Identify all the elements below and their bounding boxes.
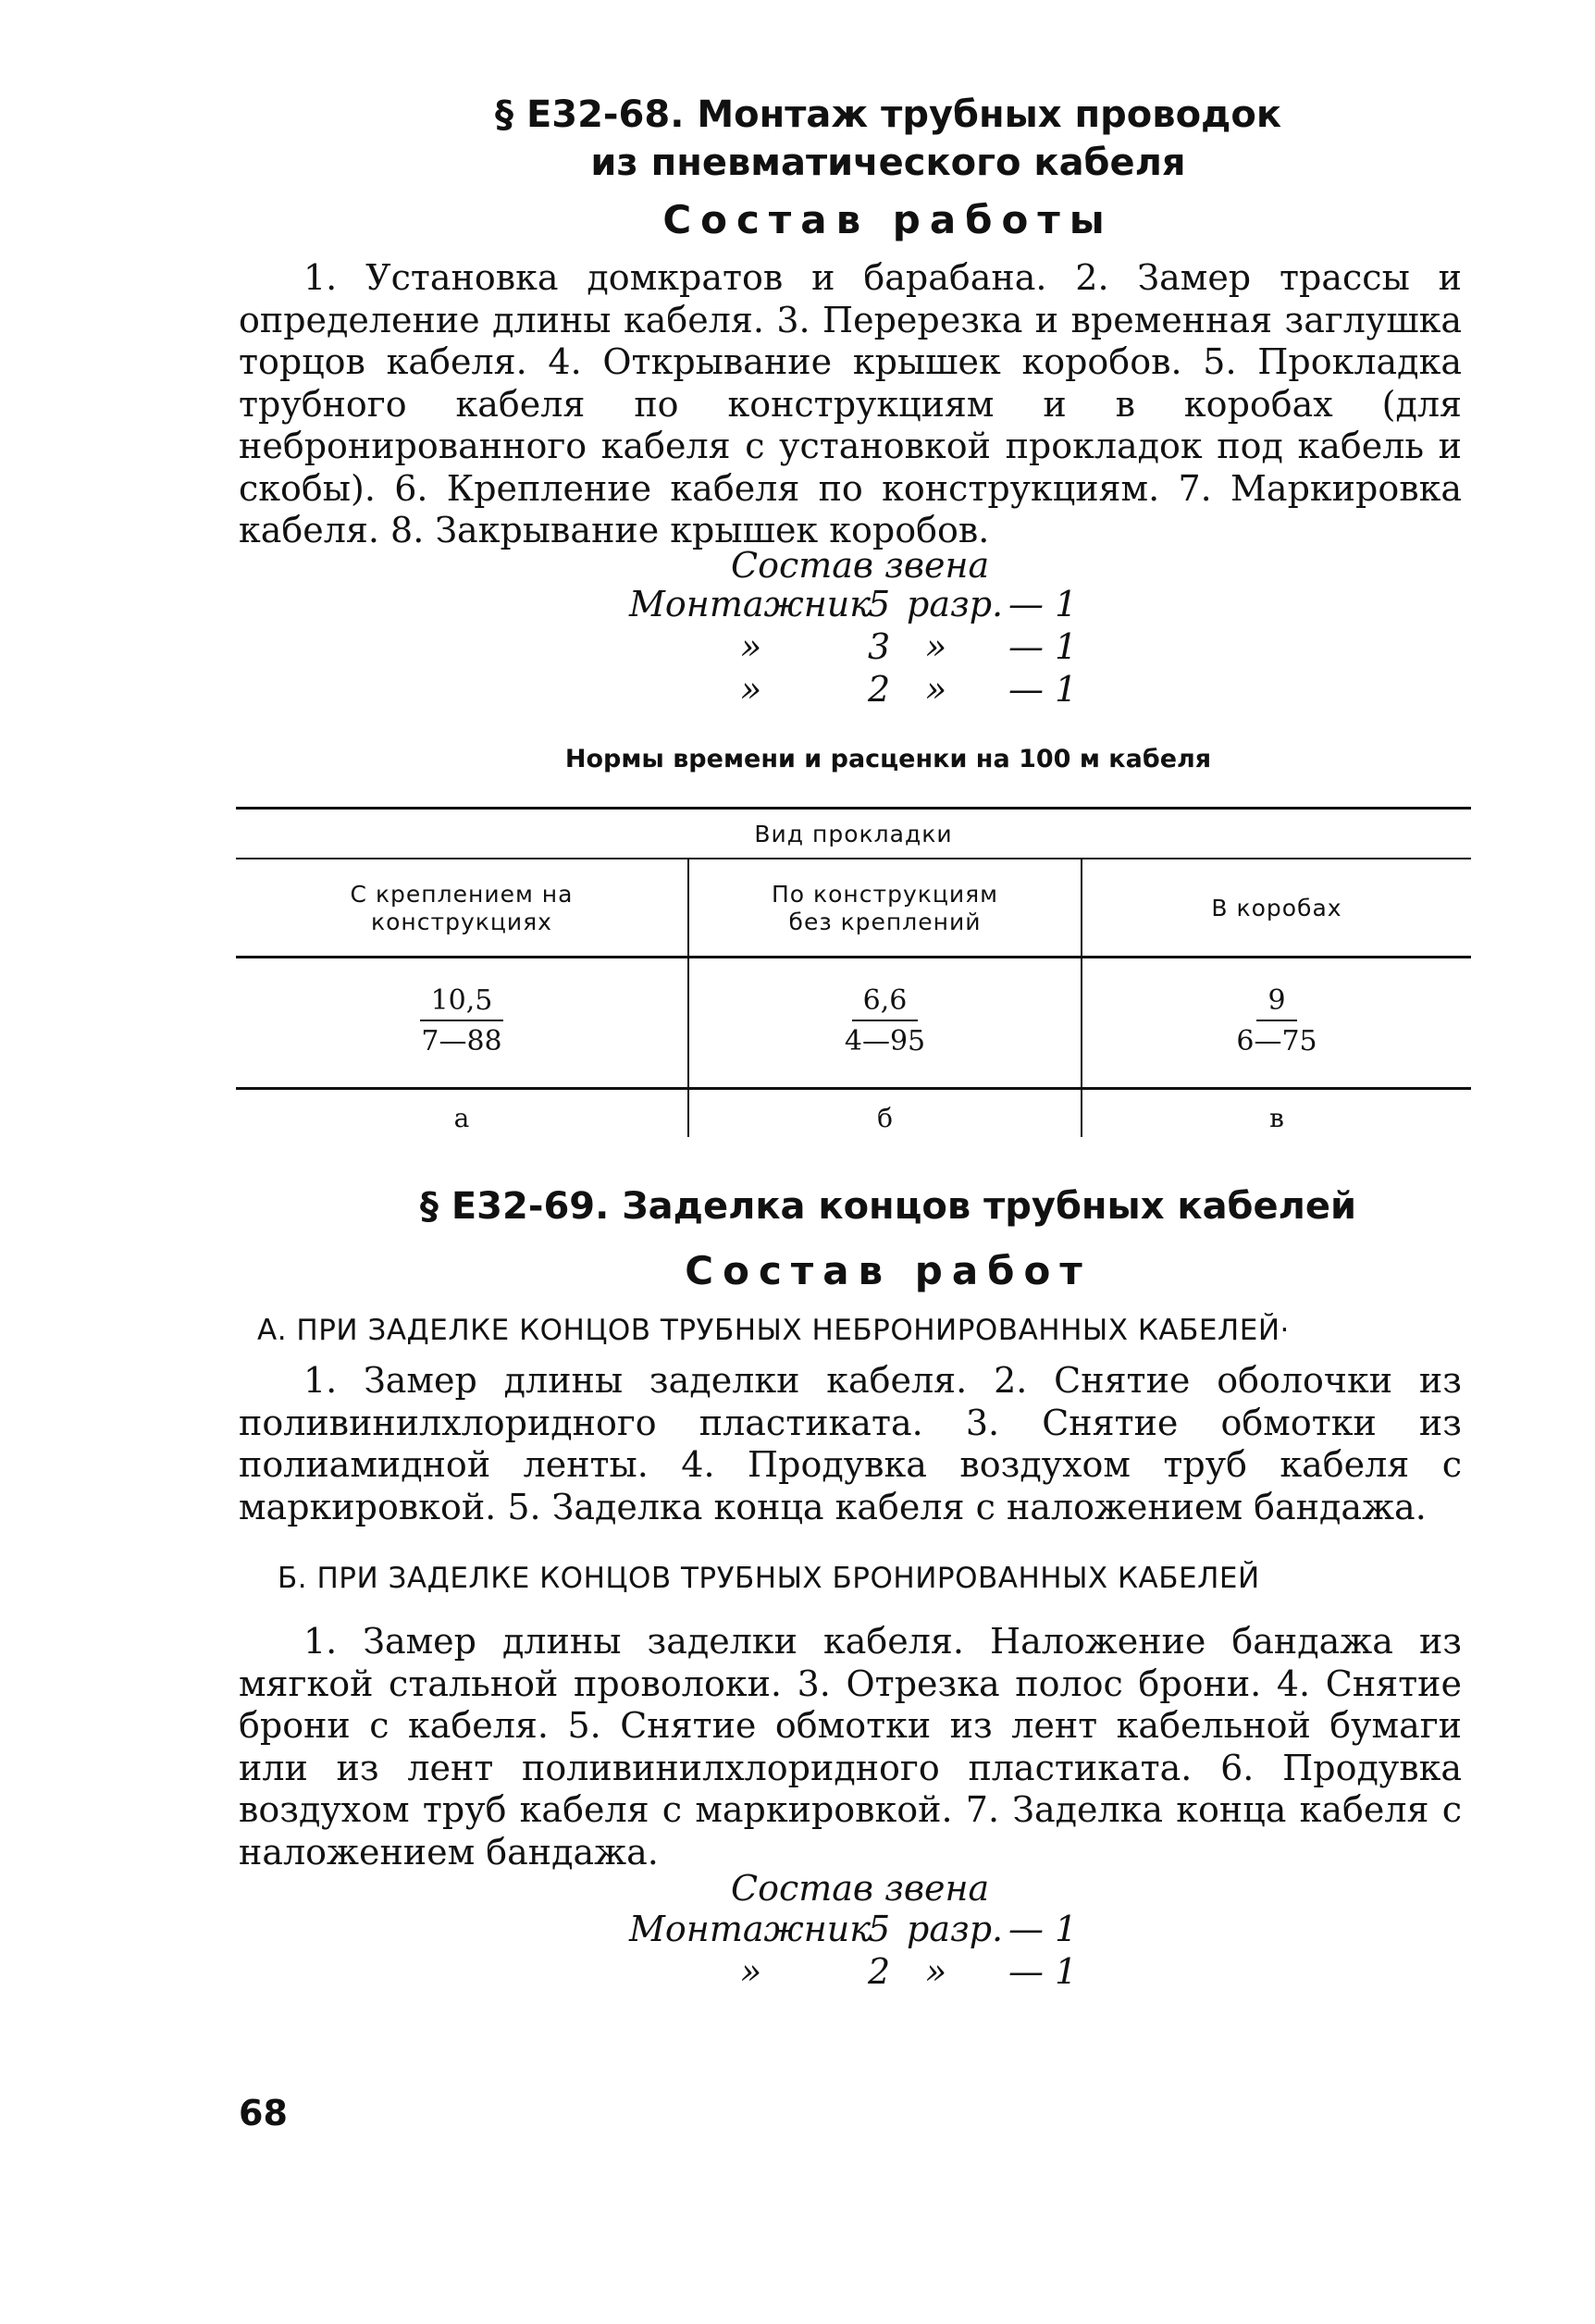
- part-a-text: 1. Замер длины заделки кабеля. 2. Снятие оболочки из поливинилхлоридного пластиката. 3. Снятие обмотки из полиамидной ленты. 4. Продувка воздухом труб кабеля с маркировкой. 5. Заделка конца кабеля с наложением бандажа.: [239, 1360, 1462, 1527]
- part-a-heading: А. ПРИ ЗАДЕЛКЕ КОНЦОВ ТРУБНЫХ НЕБРОНИРОВАННЫХ КАБЕЛЕЙ·: [257, 1314, 1290, 1347]
- crew-count: — 1: [1008, 1951, 1078, 1992]
- table-column-header: [236, 881, 687, 936]
- header-line: без креплений: [788, 909, 982, 935]
- crew-heading: Состав звена: [731, 1868, 990, 1909]
- crew-role: Монтажник: [629, 1909, 871, 1949]
- header-line: конструкциях: [371, 909, 552, 935]
- crew-count: — 1: [1008, 626, 1078, 667]
- crew-unit: разр.: [907, 584, 1004, 624]
- section-title-e32-69: § Е32-69. Заделка концов трубных кабелей: [419, 1185, 1357, 1228]
- time-norm: 9: [1256, 984, 1296, 1021]
- crew-heading: Состав звена: [731, 545, 990, 586]
- rate: 7—88: [421, 1025, 502, 1057]
- rate: 4—95: [844, 1025, 926, 1057]
- time-norm: 6,6: [852, 984, 919, 1021]
- work-composition-heading: Состав работы: [662, 197, 1114, 242]
- column-letter: а: [453, 1103, 470, 1133]
- crew-count: — 1: [1008, 669, 1078, 710]
- crew-unit: »: [925, 669, 947, 710]
- page-number: 68: [239, 2093, 288, 2133]
- header-line: С креплением на: [350, 881, 574, 908]
- table-cell-norm-rate: [236, 984, 687, 1058]
- table-rule: [236, 1087, 1471, 1090]
- crew-row: [0, 1952, 1595, 1991]
- crew-grade: 2: [868, 669, 891, 710]
- table-column-header: [689, 881, 1081, 936]
- rate: 6—75: [1236, 1025, 1317, 1057]
- crew-role: »: [740, 1951, 762, 1992]
- table-rule: [236, 956, 1471, 958]
- crew-grade: 5: [868, 1909, 891, 1949]
- crew-count: — 1: [1008, 584, 1078, 624]
- header-line: В коробах: [1211, 895, 1342, 921]
- section-title-line1: § Е32-68. Монтаж трубных проводок: [495, 93, 1281, 136]
- table-cell-norm-rate: [689, 984, 1081, 1058]
- crew-role: »: [740, 669, 762, 710]
- crew-row: [0, 1910, 1595, 1948]
- crew-unit: разр.: [907, 1909, 1004, 1949]
- table-group-header: Вид прокладки: [754, 821, 953, 847]
- part-b-text: 1. Замер длины заделки кабеля. Наложение бандажа из мягкой стальной проволоки. 3. Отрезка полос брони. 4. Снятие брони с кабеля. 5. Снятие обмотки из лент кабельной бумаги или из лент поливинилхлоридного пластиката. 6. Продувка воздухом труб кабеля с маркировкой. 7. Заделка конца кабеля с наложением бандажа.: [239, 1621, 1462, 1873]
- column-letter: б: [877, 1103, 893, 1133]
- time-norm: 10,5: [420, 984, 504, 1021]
- crew-unit: »: [925, 626, 947, 667]
- part-b-heading: Б. ПРИ ЗАДЕЛКЕ КОНЦОВ ТРУБНЫХ БРОНИРОВАННЫХ КАБЕЛЕЙ: [278, 1562, 1260, 1595]
- crew-grade: 3: [868, 626, 891, 667]
- table-column-header: [1082, 895, 1471, 922]
- crew-count: — 1: [1008, 1909, 1078, 1949]
- section-title-line2: из пневматического кабеля: [590, 142, 1186, 184]
- crew-grade: 5: [868, 584, 891, 624]
- table-rule: [236, 858, 1471, 859]
- work-composition-heading: Состав работ: [685, 1248, 1092, 1293]
- table-cell-norm-rate: [1082, 984, 1471, 1058]
- work-composition-text: 1. Установка домкратов и барабана. 2. Замер трассы и определение длины кабеля. 3. Перерезка и временная заглушка торцов кабеля. 4. Открывание крышек коробов. 5. Прокладка трубного кабеля по конструкциям и в коробах (для небронированного кабеля с установкой прокладок под кабель и скобы). 6. Крепление кабеля по конструкциям. 7. Маркировка кабеля. 8. Закрывание крышек коробов.: [239, 257, 1462, 550]
- column-letter: в: [1269, 1103, 1284, 1133]
- crew-role: Монтажник: [629, 584, 871, 624]
- crew-unit: »: [925, 1951, 947, 1992]
- crew-grade: 2: [868, 1951, 891, 1992]
- table-top-rule: [236, 807, 1471, 810]
- crew-role: »: [740, 626, 762, 667]
- table-caption: Нормы времени и расценки на 100 м кабеля: [564, 745, 1212, 773]
- header-line: По конструкциям: [771, 881, 999, 908]
